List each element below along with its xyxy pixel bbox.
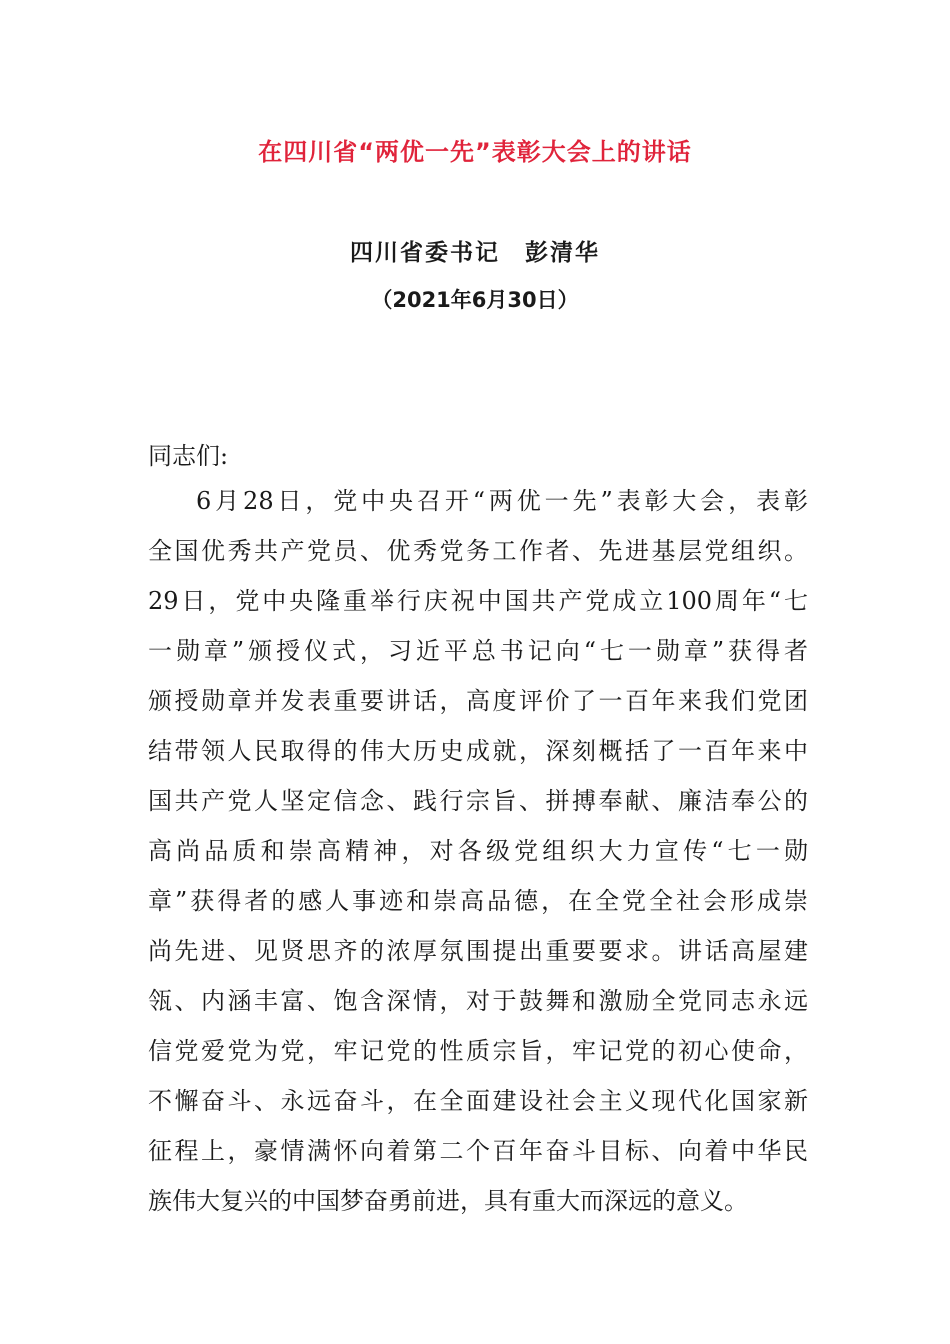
paragraph-line: 高尚品质和崇高精神，对各级党组织大力宣传“七一勋 [148,837,808,865]
paragraph-line: 征程上，豪情满怀向着第二个百年奋斗目标、向着中华民 [148,1137,808,1165]
paragraph-line: 一勋章”颁授仪式，习近平总书记向“七一勋章”获得者 [148,637,808,665]
document-title: 在四川省“两优一先”表彰大会上的讲话 [258,138,692,166]
salutation: 同志们: [148,442,229,470]
document-date: （2021年6月30日） [371,288,579,312]
document-author: 四川省委书记 彭清华 [350,240,600,266]
paragraph-line: 尚先进、见贤思齐的浓厚氛围提出重要要求。讲话高屋建 [148,937,808,965]
paragraph-line: 瓴、内涵丰富、饱含深情，对于鼓舞和激励全党同志永远 [148,987,808,1015]
paragraph-line: 颁授勋章并发表重要讲话，高度评价了一百年来我们党团 [148,687,808,715]
paragraph-line: 29日，党中央隆重举行庆祝中国共产党成立100周年“七 [148,587,808,615]
paragraph-line: 不懈奋斗、永远奋斗，在全面建设社会主义现代化国家新 [148,1087,808,1115]
paragraph-line: 结带领人民取得的伟大历史成就，深刻概括了一百年来中 [148,737,808,765]
body-paragraph [148,486,808,1236]
paragraph-line: 族伟大复兴的中国梦奋勇前进，具有重大而深远的意义。 [148,1187,748,1215]
paragraph-line: 国共产党人坚定信念、践行宗旨、拼搏奉献、廉洁奉公的 [148,787,808,815]
paragraph-line: 章”获得者的感人事迹和崇高品德，在全党全社会形成崇 [148,887,808,915]
paragraph-line: 全国优秀共产党员、优秀党务工作者、先进基层党组织。 [148,537,808,565]
paragraph-line: 信党爱党为党，牢记党的性质宗旨，牢记党的初心使命， [148,1037,808,1065]
paragraph-line: 6月28日，党中央召开“两优一先”表彰大会，表彰 [196,487,808,515]
